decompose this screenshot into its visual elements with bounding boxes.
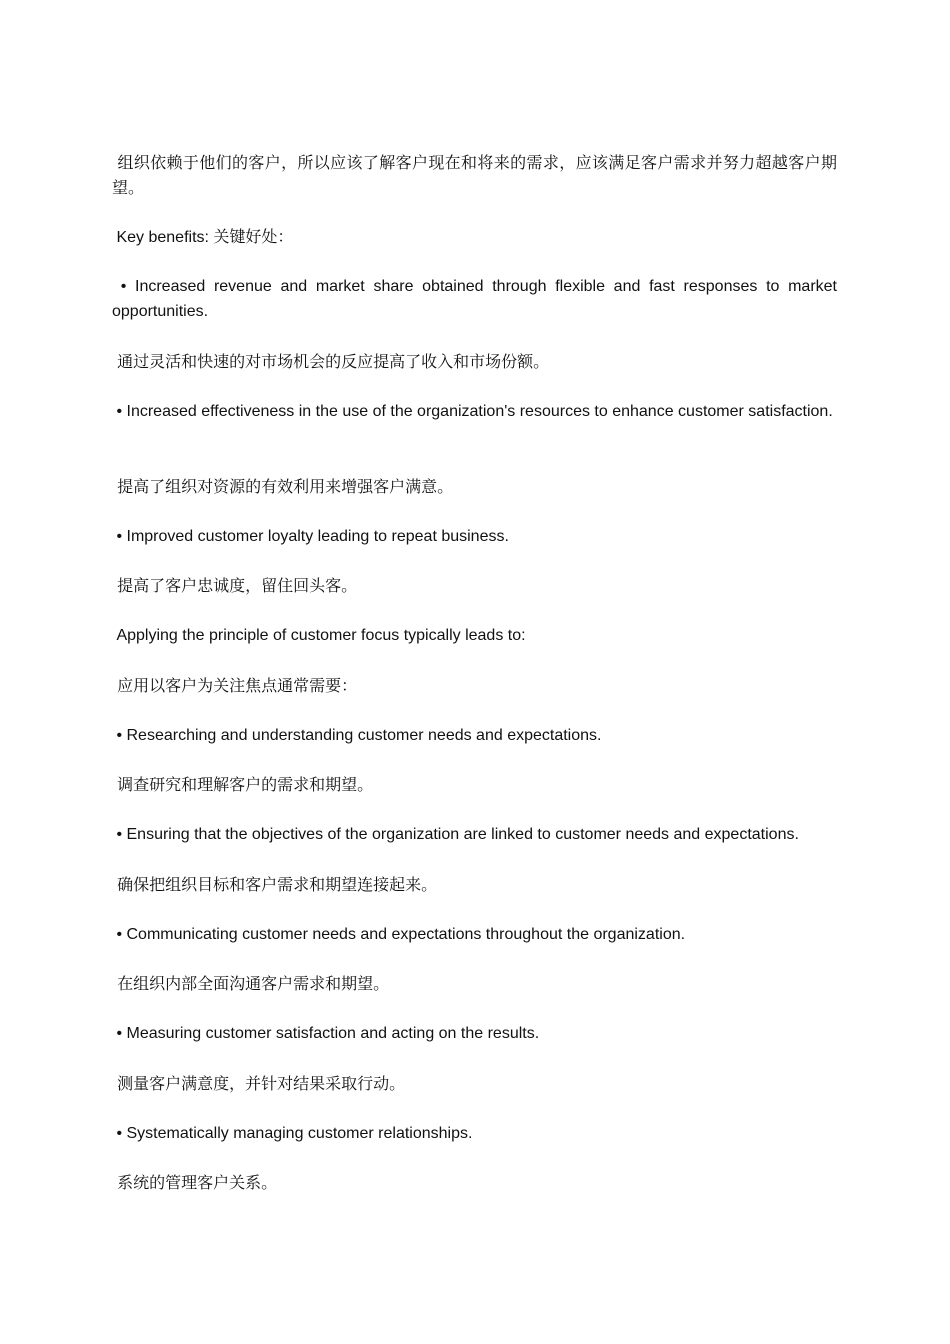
- key-benefits-heading: Key benefits: 关键好处：: [112, 229, 294, 246]
- practice-research-zh: 调查研究和理解客户的需求和期望。: [112, 775, 374, 794]
- benefit-effectiveness-zh: 提高了组织对资源的有效利用来增强客户满意。: [112, 477, 454, 496]
- intro-paragraph-zh: 组织依赖于他们的客户，所以应该了解客户现在和将来的需求，应该满足客户需求并努力超越客户期望。: [112, 153, 837, 197]
- practice-communicating-zh: 在组织内部全面沟通客户需求和期望。: [112, 974, 390, 993]
- practice-relationships-en: • Systematically managing customer relationships.: [112, 1125, 473, 1142]
- practice-measuring-en: • Measuring customer satisfaction and acting on the results.: [112, 1025, 540, 1042]
- applying-principle-heading: Applying the principle of customer focus typically leads to:: [112, 627, 526, 644]
- benefit-loyalty-en: • Improved customer loyalty leading to repeat business.: [112, 528, 509, 545]
- practice-measuring-zh: 测量客户满意度，并针对结果采取行动。: [112, 1074, 406, 1093]
- practice-objectives-zh: 确保把组织目标和客户需求和期望连接起来。: [112, 875, 438, 894]
- benefit-revenue-en: • Increased revenue and market share obtained through flexible and fast responses to market opportunities.: [112, 278, 842, 320]
- practice-research-en: • Researching and understanding customer needs and expectations.: [112, 727, 602, 744]
- practice-objectives-en: • Ensuring that the objectives of the organization are linked to customer needs and expectations.: [112, 826, 799, 843]
- practice-relationships-zh: 系统的管理客户关系。: [112, 1173, 278, 1192]
- applying-principle-heading-zh: 应用以客户为关注焦点通常需要：: [112, 676, 358, 695]
- benefit-loyalty-zh: 提高了客户忠诚度，留住回头客。: [112, 576, 358, 595]
- benefit-effectiveness-en: • Increased effectiveness in the use of the organization's resources to enhance customer satisfaction.: [112, 403, 833, 420]
- practice-communicating-en: • Communicating customer needs and expectations throughout the organization.: [112, 926, 686, 943]
- benefit-revenue-zh: 通过灵活和快速的对市场机会的反应提高了收入和市场份额。: [112, 352, 550, 371]
